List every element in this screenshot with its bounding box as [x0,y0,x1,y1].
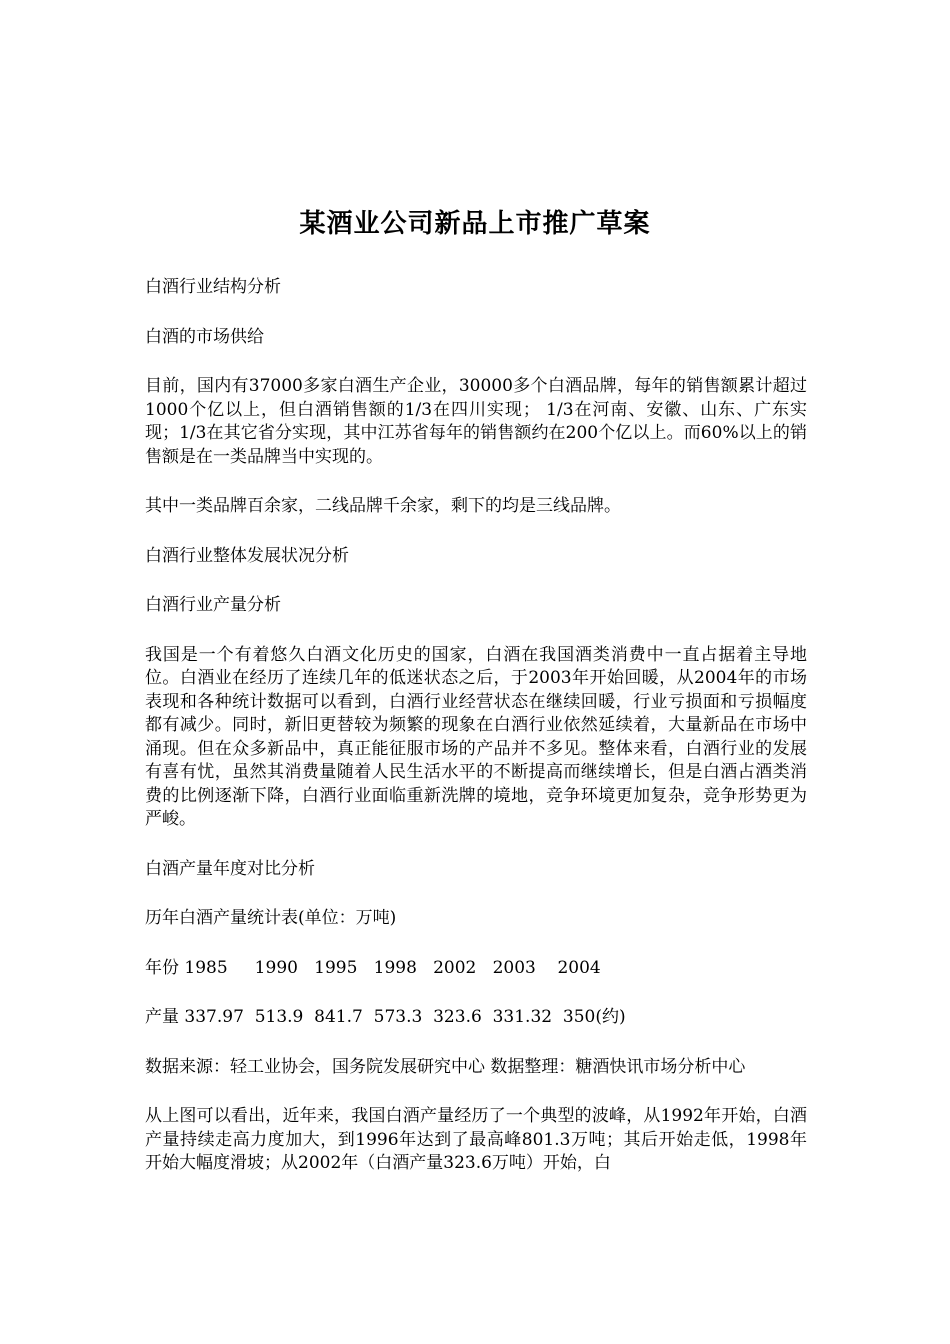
document-body [145,276,807,1202]
paragraph-brand-tiers: 其中一类品牌百余家，二线品牌千余家，剩下的均是三线品牌。 [145,496,621,516]
paragraph-output-analysis: 我国是一个有着悠久白酒文化历史的国家，白酒在我国酒类消费中一直占据着主导地位。白酒业在经历了连续几年的低迷状态之后，于2003年开始回暖，从2004年的市场表现和各种统计数据可以看到，白酒行业经营状态在继续回暖，行业亏损面和亏损幅度都有减少。同时，新旧更替较为频繁的现象在白酒行业依然延续着，大量新品在市场中涌现。但在众多新品中，真正能征服市场的产品并不多见。整体来看，白酒行业的发展有喜有忧，虽然其消费量随着人民生活水平的不断提高而继续增长，但是白酒占酒类消费的比例逐渐下降，白酒行业面临重新洗牌的境地，竞争环境更加复杂，竞争形势更为严峻。 [145,644,807,829]
table-row-years: 年份 1985 1990 1995 1998 2002 2003 2004 [145,957,601,978]
section-heading-industry-structure: 白酒行业结构分析 [145,277,281,297]
paragraph-trend-analysis: 从上图可以看出，近年来，我国白酒产量经历了一个典型的波峰，从1992年开始，白酒产量持续走高力度加大，到1996年达到了最高峰801.3万吨；其后开始走低，1998年开始大幅度滑坡；从2002年（白酒产量323.6万吨）开始，白 [145,1106,807,1173]
table-caption: 历年白酒产量统计表(单位：万吨) [145,908,397,928]
table-row-output: 产量 337.97 513.9 841.7 573.3 323.6 331.32 350(约) [145,1007,626,1027]
section-heading-annual-comparison: 白酒产量年度对比分析 [145,858,315,879]
section-heading-industry-development: 白酒行业整体发展状况分析 [145,545,349,566]
document-title: 某酒业公司新品上市推广草案 [299,209,651,239]
data-source-note: 数据来源：轻工业协会，国务院发展研究中心 数据整理：糖酒快讯市场分析中心 [145,1056,746,1077]
section-heading-market-supply: 白酒的市场供给 [145,326,264,347]
paragraph-market-supply: 目前，国内有37000多家白酒生产企业，30000多个白酒品牌，每年的销售额累计超过1000个亿以上，但白酒销售额的1/3在四川实现； 1/3在河南、安徽、山东、广东实现；1/3在其它省分实现，其中江苏省每年的销售额约在200个亿以上。而60%以上的销售额是在一类品牌当中实现的。 [145,376,807,467]
section-heading-output-analysis: 白酒行业产量分析 [145,595,281,615]
